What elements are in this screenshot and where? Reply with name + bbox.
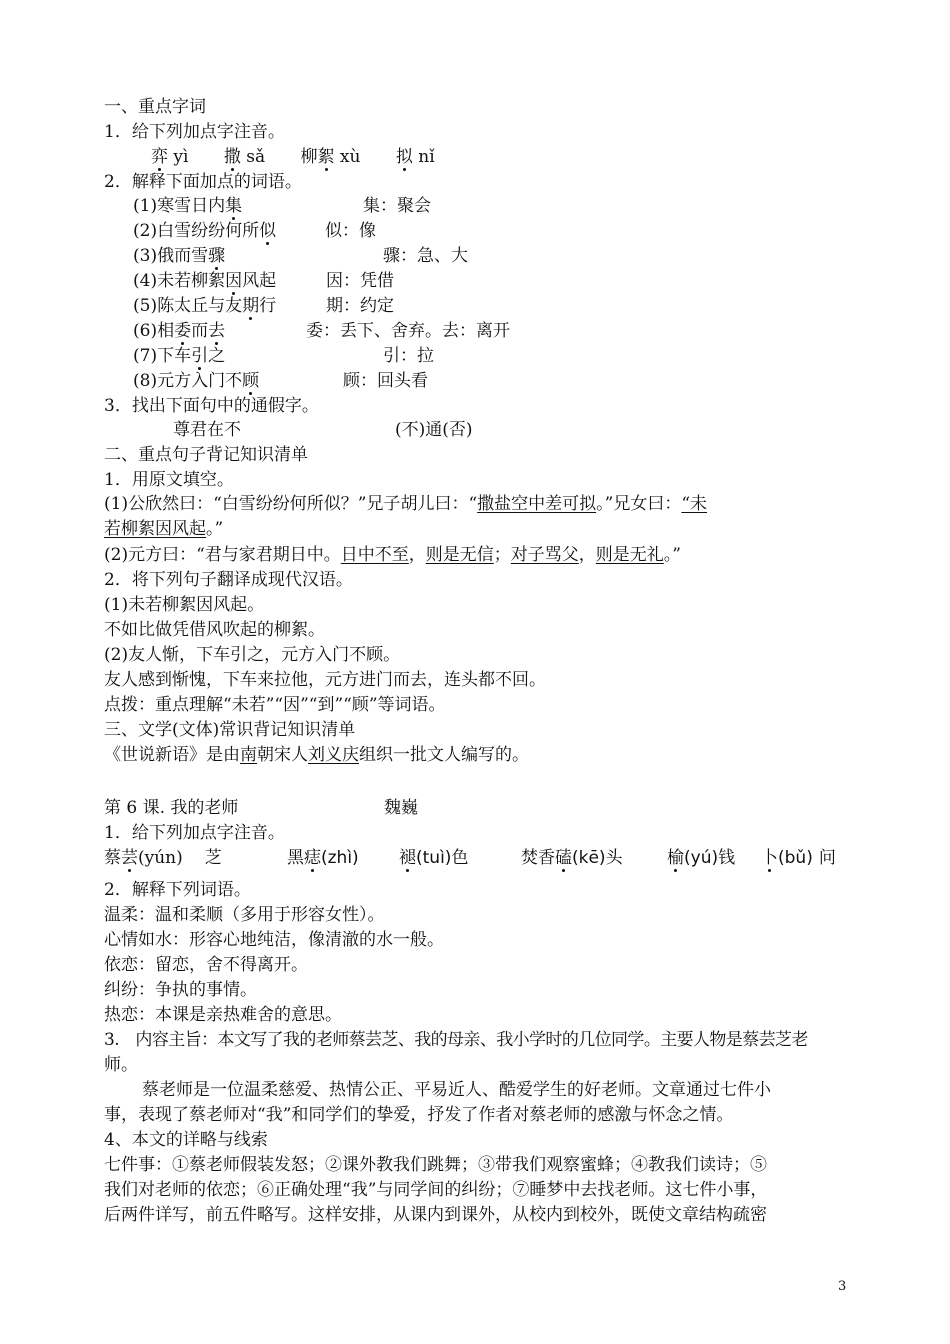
question: 2．将下列句子翻译成现代汉语。: [104, 570, 353, 590]
pinyin-item: 焚香磕(kē)头: [521, 848, 623, 868]
question: 1．给下列加点字注音。: [104, 823, 285, 843]
fill-line: 若柳絮因风起。”: [104, 519, 224, 539]
word-definition: 期：约定: [326, 296, 394, 316]
translation: 不如比做凭借风吹起的柳絮。: [104, 620, 325, 640]
pinyin-row: [151, 145, 435, 169]
section-heading: 一、重点字词: [104, 97, 206, 117]
word-definition: 引：拉: [383, 346, 434, 366]
word-item: (3)俄而雪骤: [133, 246, 226, 266]
word-item: (8)元方入门不顾: [133, 371, 260, 391]
page-number: 3: [838, 1279, 847, 1294]
word-definition: 因：凭借: [326, 271, 394, 291]
question: 3．找出下面句中的通假字。: [104, 396, 319, 416]
section-heading: 二、重点句子背记知识清单: [104, 445, 308, 465]
paragraph-line: 蔡老师是一位温柔慈爱、热情公正、平易近人、酷爱学生的好老师。文章通过七件小: [142, 1080, 771, 1100]
lesson-title: 第 6 课. 我的老师: [104, 798, 239, 818]
question: 1．用原文填空。: [104, 470, 234, 490]
definition: 依恋：留恋，舍不得离开。: [104, 955, 308, 975]
theme-line: 3. 内容主旨：本文写了我的老师蔡芸芝、我的母亲、我小学时的几位同学。主要人物是蔡芸芝老: [104, 1030, 808, 1050]
pinyin-item: 弈 yì: [151, 147, 189, 167]
question: 2．解释下面加点的词语。: [104, 172, 302, 192]
tongjia-item: 尊君在不: [173, 420, 241, 440]
word-item: (2)白雪纷纷何所似: [133, 221, 277, 241]
word-item: (5)陈太丘与友期行: [133, 296, 277, 316]
fill-line: (1)公欣然曰：“白雪纷纷何所似？”兄子胡儿曰：“撒盐空中差可拟。”兄女曰：“未: [104, 494, 708, 514]
word-item: (7)下车引之: [133, 346, 226, 366]
lesson-author: 魏巍: [384, 798, 418, 818]
word-item: (4)未若柳絮因风起: [133, 271, 277, 291]
theme-line: 师。: [104, 1055, 138, 1075]
definition: 心情如水：形容心地纯洁，像清澈的水一般。: [104, 930, 444, 950]
pinyin-item: 柳絮 xù: [300, 147, 361, 167]
word-definition: 委：丢下、舍弃。去：离开: [306, 321, 510, 341]
word-definition: 集：聚会: [363, 196, 431, 216]
sentence: (1)未若柳絮因风起。: [104, 595, 265, 615]
definition: 纠纷：争执的事情。: [104, 980, 257, 1000]
sentence: (2)友人惭，下车引之，元方入门不顾。: [104, 645, 401, 665]
fill-line: (2)元方曰：“君与家君期日中。日中不至，则是无信；对子骂父，则是无礼。”: [104, 545, 681, 565]
pinyin-item: 褪(tuì)色: [399, 848, 469, 868]
knowledge-line: 《世说新语》是由南朝宋人刘义庆组织一批文人编写的。: [104, 745, 529, 765]
word-definition: 顾：回头看: [343, 371, 428, 391]
paragraph-line: 事，表现了蔡老师对“我”和同学们的挚爱，抒发了作者对蔡老师的感激与怀念之情。: [104, 1105, 734, 1125]
word-item: (1)寒雪日内集: [133, 196, 243, 216]
translation: 友人感到惭愧，下车来拉他，元方进门而去，连头都不回。: [104, 670, 546, 690]
word-definition: 骤：急、大: [383, 246, 468, 266]
pinyin-item: 榆(yú)钱: [667, 848, 736, 868]
pinyin-item: 黑痣(zhì): [287, 848, 359, 868]
word-item: (6)相委而去: [133, 321, 226, 341]
paragraph-line: 后两件详写，前五件略写。这样安排，从课内到课外，从校内到校外，既使文章结构疏密: [104, 1205, 767, 1225]
tongjia-answer: (不)通(否): [395, 420, 473, 440]
paragraph-line: 七件事：①蔡老师假装发怒；②课外教我们跳舞；③带我们观察蜜蜂；④教我们读诗；⑤: [104, 1155, 767, 1175]
definition: 温柔：温和柔顺（多用于形容女性）。: [104, 905, 385, 925]
question: 2．解释下列词语。: [104, 880, 251, 900]
paragraph-line: 我们对老师的依恋；⑥正确处理“我”与同学间的纠纷；⑦睡梦中去找老师。这七件小事，: [104, 1180, 768, 1200]
definition: 热恋：本课是亲热难舍的意思。: [104, 1005, 342, 1025]
pinyin-item: 拟 nǐ: [395, 147, 435, 167]
section-heading: 三、文学(文体)常识背记知识清单: [104, 720, 356, 740]
pinyin-item: 撒 sǎ: [223, 147, 266, 167]
pinyin-item: 蔡芸(yún) 芝: [104, 848, 222, 868]
question: 1．给下列加点字注音。: [104, 122, 285, 142]
tip: 点拨：重点理解“未若”“因”“到”“顾”等词语。: [104, 695, 446, 715]
pinyin-item: 卜(bǔ) 问: [761, 848, 836, 868]
word-definition: 似：像: [325, 221, 376, 241]
question: 4、本文的详略与线索: [104, 1130, 268, 1150]
